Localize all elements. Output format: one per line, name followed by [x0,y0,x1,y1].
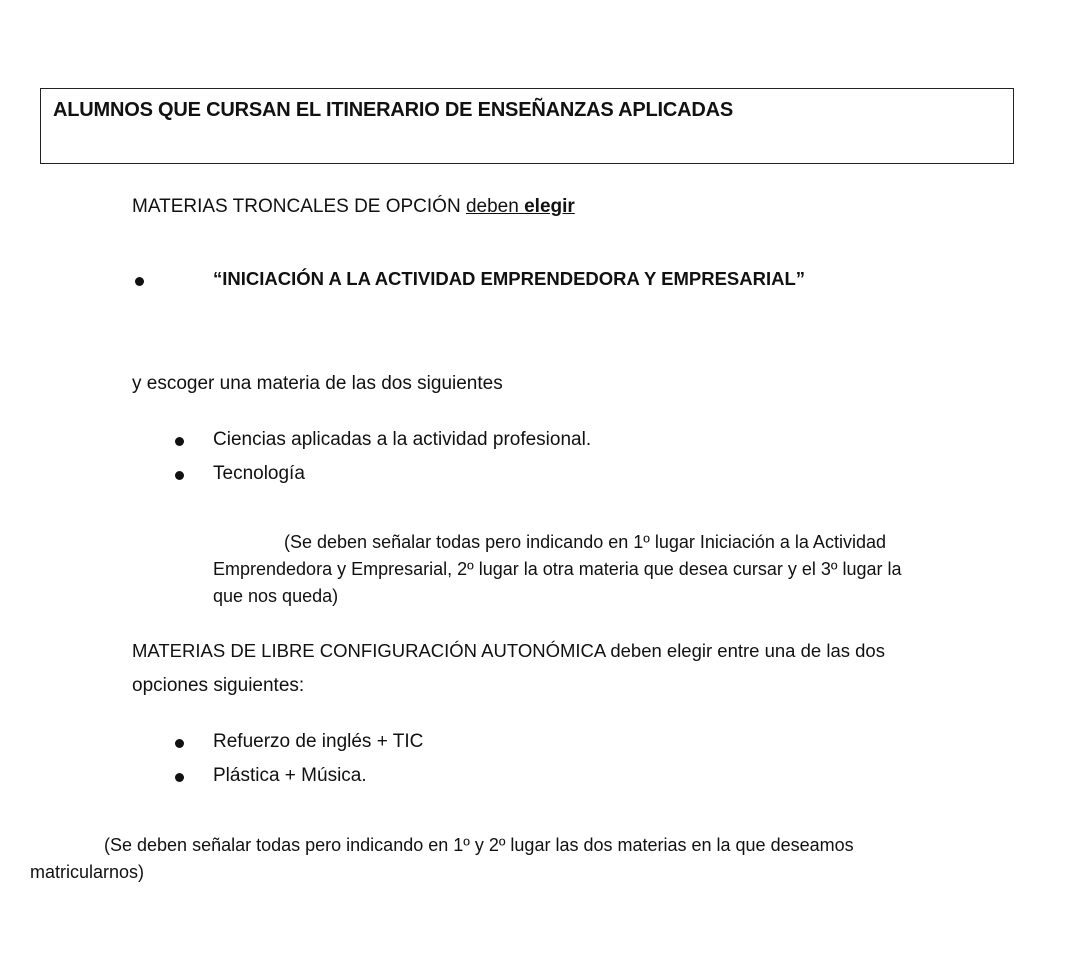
option-item: Ciencias aplicadas a la actividad profesional. [213,429,592,450]
option-item: Plástica + Música. [213,765,367,786]
document-title: ALUMNOS QUE CURSAN EL ITINERARIO DE ENSEÑANZAS APLICADAS [53,99,733,121]
mandatory-subject: “INICIACIÓN A LA ACTIVIDAD EMPRENDEDORA Y EMPRESARIAL” [213,268,806,289]
troncales-note-line-3: que nos queda) [213,586,339,606]
title-box [40,88,1014,164]
libre-heading-line-1: MATERIAS DE LIBRE CONFIGURACIÓN AUTONÓMICA deben elegir entre una de las dos [132,640,885,661]
libre-note-line-1: (Se deben señalar todas pero indicando en 1º y 2º lugar las dos materias en la que deseamos [104,835,854,855]
bullet-icon [175,471,184,480]
choose-text: y escoger una materia de las dos siguientes [132,373,503,394]
bullet-icon [175,739,184,748]
option-item: Tecnología [213,463,305,484]
bullet-icon [135,277,144,286]
bullet-icon [175,437,184,446]
libre-note-line-2: matricularnos) [30,862,145,882]
troncales-heading-prefix: MATERIAS TRONCALES DE OPCIÓN [132,196,466,217]
option-item: Refuerzo de inglés + TIC [213,731,424,752]
troncales-note-line-2: Emprendedora y Empresarial, 2º lugar la otra materia que desea cursar y el 3º lugar la [213,559,902,579]
troncales-heading-bold: elegir [524,196,575,217]
troncales-heading [132,196,575,218]
troncales-heading-underlined: deben [465,196,525,217]
troncales-note-line-1: (Se deben señalar todas pero indicando en 1º lugar Iniciación a la Actividad [284,532,886,552]
libre-heading-line-2: opciones siguientes: [132,675,305,696]
bullet-icon [175,773,184,782]
